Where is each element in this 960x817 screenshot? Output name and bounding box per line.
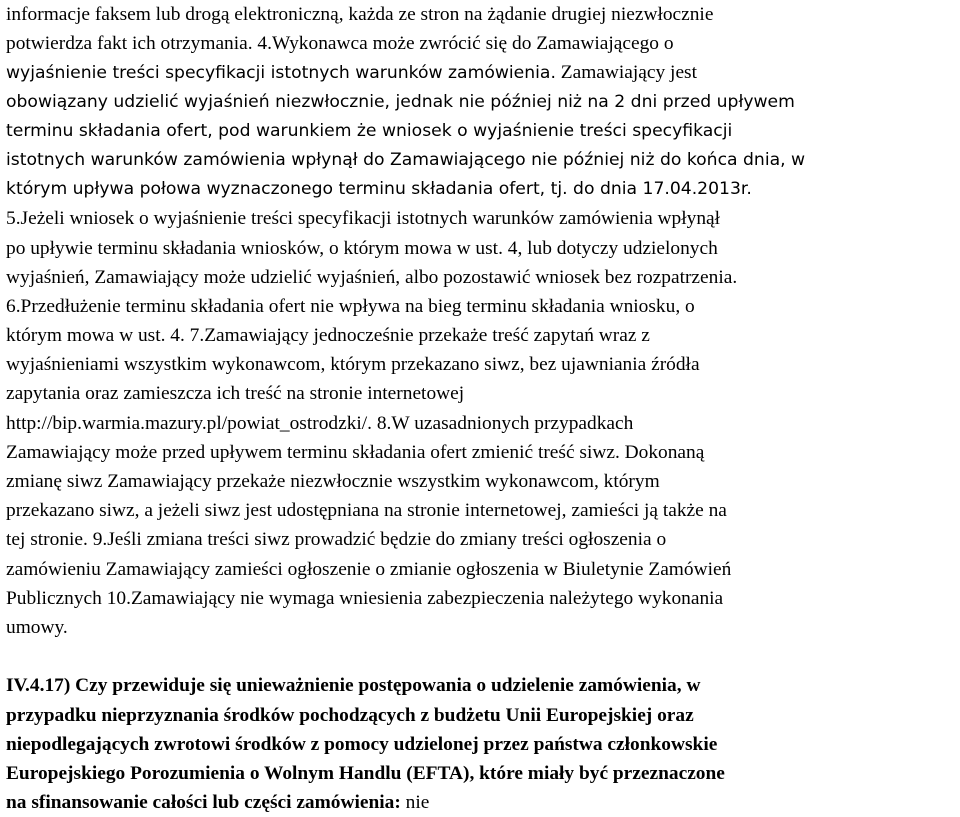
text-line: Publicznych 10.Zamawiający nie wymaga wniesienia zabezpieczenia należytego wykonania: [6, 587, 724, 609]
text-line: [6, 58, 954, 87]
text-line: zapytania oraz zamieszcza ich treść na stronie internetowej: [6, 383, 465, 405]
section-heading-line: niepodlegających zwrotowi środków z pomocy udzielonej przez państwa członkowskie: [6, 733, 718, 755]
text-line-part: Zamawiający jest: [555, 62, 697, 84]
text-line: wyjaśnień, Zamawiający może udzielić wyjaśnień, albo pozostawić wniosek bez rozpatrzenia.: [6, 266, 738, 288]
document-page: [6, 0, 954, 817]
text-line: 5.Jeżeli wniosek o wyjaśnienie treści specyfikacji istotnych warunków zamówienia wpłynął: [6, 208, 721, 230]
text-line: zamówieniu Zamawiający zamieści ogłoszenie o zmianie ogłoszenia w Biuletynie Zamówień: [6, 558, 732, 580]
text-line: po upływie terminu składania wniosków, o którym mowa w ust. 4, lub dotyczy udzielonych: [6, 237, 718, 259]
section-heading-line: [6, 788, 954, 817]
text-line: informacje faksem lub drogą elektroniczną, każda ze stron na żądanie drugiej niezwłocznie: [6, 4, 714, 25]
text-line: terminu składania ofert, pod warunkiem że wniosek o wyjaśnienie treści specyfikacji: [6, 120, 733, 141]
text-line: Zamawiający może przed upływem terminu składania ofert zmienić treść siwz. Dokonaną: [6, 441, 705, 463]
text-line: 6.Przedłużenie terminu składania ofert nie wpływa na bieg terminu składania wniosku, o: [6, 295, 695, 317]
text-line: zmianę siwz Zamawiający przekaże niezwłocznie wszystkim wykonawcom, którym: [6, 471, 660, 492]
section-question-text: na sfinansowanie całości lub części zamówienia:: [6, 792, 401, 814]
text-line: wyjaśnieniami wszystkim wykonawcom, którym przekazano siwz, bez ujawniania źródła: [6, 354, 700, 376]
text-line: potwierdza fakt ich otrzymania. 4.Wykonawca może zwrócić się do Zamawiającego o: [6, 33, 674, 55]
text-line: obowiązany udzielić wyjaśnień niezwłocznie, jednak nie później niż na 2 dni przed upływem: [6, 91, 795, 112]
text-line: istotnych warunków zamówienia wpłynął do Zamawiającego nie później niż do końca dnia, w: [6, 149, 806, 170]
text-line: tej stronie. 9.Jeśli zmiana treści siwz prowadzić będzie do zmiany treści ogłoszenia o: [6, 529, 667, 551]
text-line: przekazano siwz, a jeżeli siwz jest udostępniana na stronie internetowej, zamieści ją także na: [6, 500, 727, 522]
section-heading-line: IV.4.17) Czy przewiduje się unieważnienie postępowania o udzielenie zamówienia, w: [6, 675, 701, 697]
text-line: którym mowa w ust. 4. 7.Zamawiający jednocześnie przekaże treść zapytań wraz z: [6, 325, 650, 347]
text-line-part: wyjaśnienie treści specyfikacji istotnych warunków zamówienia.: [6, 63, 556, 84]
body-text: [6, 0, 954, 642]
section-heading-line: przypadku nieprzyznania środków pochodzących z budżetu Unii Europejskiej oraz: [6, 704, 694, 726]
paragraph-spacer: [6, 642, 954, 671]
text-line: którym upływa połowa wyznaczonego terminu składania ofert, tj. do dnia 17.04.2013r.: [6, 179, 752, 200]
text-line: http://bip.warmia.mazury.pl/powiat_ostrodzki/. 8.W uzasadnionych przypadkach: [6, 412, 634, 434]
section-heading-line: Europejskiego Porozumienia o Wolnym Handlu (EFTA), które miały być przeznaczone: [6, 762, 725, 784]
section-answer: nie: [400, 792, 430, 814]
text-line: umowy.: [6, 616, 68, 638]
section-question: [6, 671, 954, 817]
